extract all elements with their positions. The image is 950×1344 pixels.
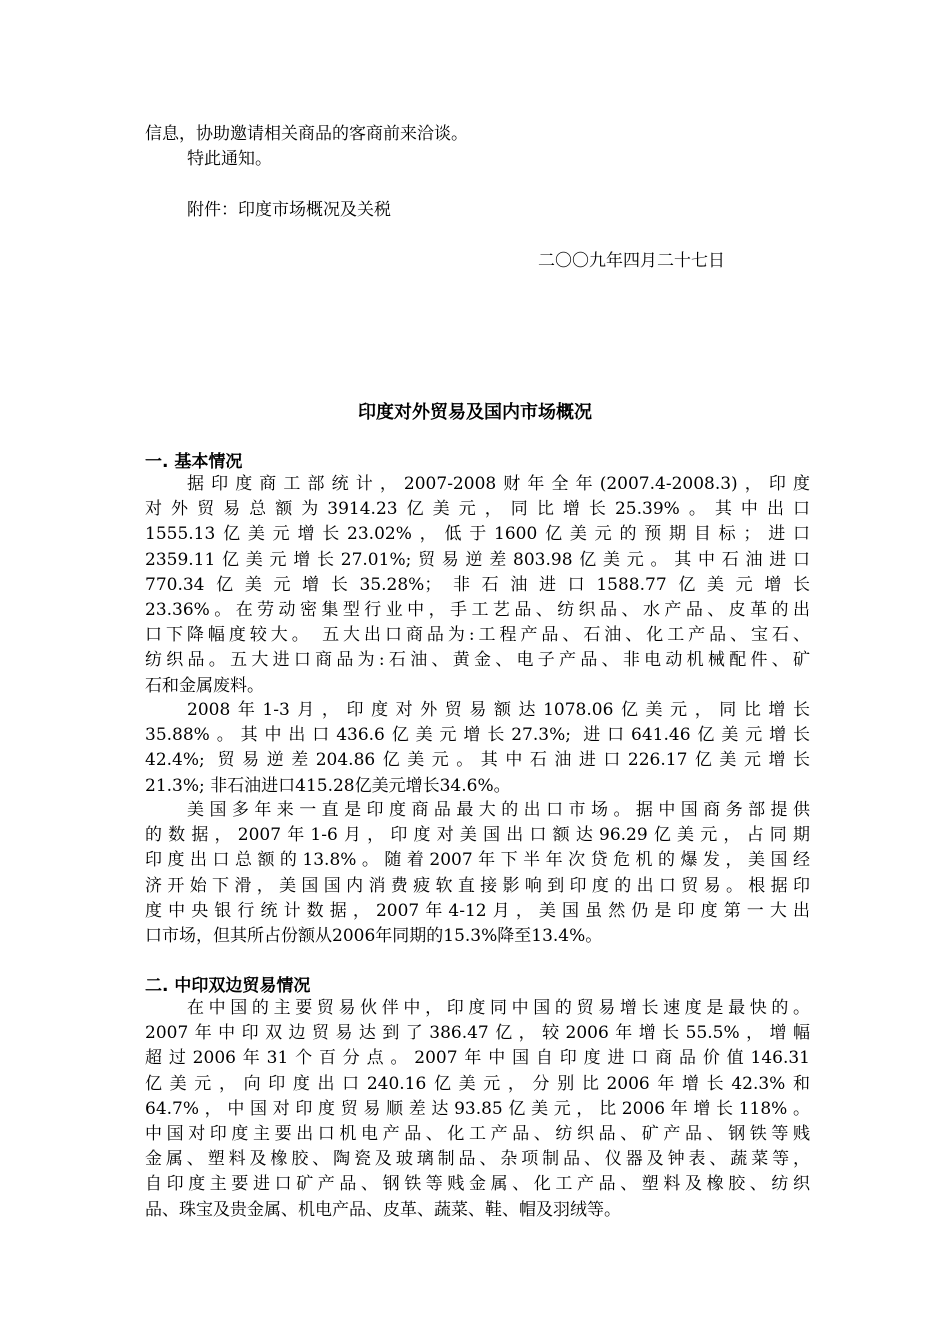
letter-body — [145, 122, 810, 172]
text-line: 21.3%; 非石油进口415.28亿美元增长34.6%。 — [145, 775, 511, 796]
letter-date: 二〇〇九年四月二十七日 — [538, 251, 725, 271]
text-line: 金属、塑料及橡胶、陶瓷及玻璃制品、杂项制品、仪器及钟表、蔬菜等， — [145, 1149, 810, 1170]
text-line: 自印度主要进口矿产品、钢铁等贱金属、化工产品、塑料及橡胶、纺织 — [145, 1174, 810, 1195]
text-line: 度中央银行统计数据，2007年4-12月，美国虽然仍是印度第一大出 — [145, 900, 810, 921]
text-line: 印度出口总额的13.8%。随着2007年下半年次贷危机的爆发，美国经 — [145, 850, 810, 871]
letter-line: 信息，协助邀请相关商品的客商前来洽谈。 — [145, 124, 468, 144]
text-line: 2359.11亿美元增长27.01%;贸易逆差803.98亿美元。其中石油进口 — [145, 549, 810, 570]
attachment-line: 附件：印度市场概况及关税 — [187, 200, 391, 220]
text-line: 在中国的主要贸易伙伴中，印度同中国的贸易增长速度是最快的。 — [187, 998, 810, 1018]
section1-paragraph-2 — [145, 698, 810, 799]
text-line: 64.7%，中国对印度贸易顺差达93.85亿美元，比2006年增长118%。 — [145, 1098, 810, 1119]
text-line: 42.4%; 贸易逆差204.86亿美元。其中石油进口226.17亿美元增长 — [145, 750, 810, 771]
notice-line: 特此通知。 — [187, 149, 272, 170]
section1-paragraph-1 — [145, 472, 810, 699]
attachment — [145, 198, 810, 223]
text-line: 品、珠宝及贵金属、机电产品、皮革、蔬菜、鞋、帽及羽绒等。 — [145, 1199, 621, 1220]
text-line: 35.88%。其中出口436.6亿美元增长27.3%; 进口641.46亿美元增长 — [145, 725, 810, 746]
section1-paragraph-3 — [145, 798, 810, 949]
text-line: 石和金属废料。 — [145, 675, 264, 696]
text-line: 据印度商工部统计，2007-2008财年全年(2007.4-2008.3)，印度 — [187, 474, 810, 494]
section-heading-2: 二. 中印双边贸易情况 — [145, 976, 311, 996]
text-line: 2007年中印双边贸易达到了386.47亿，较2006年增长55.5%，增幅 — [145, 1023, 810, 1044]
text-line: 口市场，但其所占份额从2006年同期的15.3%降至13.4%。 — [145, 925, 603, 946]
text-line: 的数据，2007年1-6月，印度对美国出口额达96.29亿美元，占同期 — [145, 825, 810, 846]
text-line: 2008年1-3月，印度对外贸易额达1078.06亿美元，同比增长 — [187, 700, 810, 720]
text-line: 23.36%。在劳动密集型行业中，手工艺品、纺织品、水产品、皮革的出 — [145, 599, 810, 620]
text-line: 亿美元，向印度出口240.16亿美元，分别比2006年增长42.3%和 — [145, 1073, 810, 1094]
text-line: 口下降幅度较大。 五大出口商品为:工程产品、石油、化工产品、宝石、 — [145, 625, 810, 646]
text-line: 中国对印度主要出口机电产品、化工产品、纺织品、矿产品、钢铁等贱 — [145, 1123, 810, 1144]
report-title: 印度对外贸易及国内市场概况 — [358, 402, 592, 423]
section2-paragraph-1 — [145, 996, 810, 1223]
text-line: 1555.13亿美元增长23.02%，低于1600亿美元的预期目标；进口 — [145, 524, 810, 545]
text-line: 超过2006年31个百分点。2007年中国自印度进口商品价值146.31 — [145, 1048, 810, 1069]
text-line: 美国多年来一直是印度商品最大的出口市场。据中国商务部提供 — [187, 800, 810, 820]
text-line: 770.34亿美元增长35.28%；非石油进口1588.77亿美元增长 — [145, 574, 810, 595]
text-line: 对外贸易总额为3914.23亿美元，同比增长25.39%。其中出口 — [145, 499, 810, 520]
section-heading-1: 一. 基本情况 — [145, 452, 243, 472]
text-line: 纺织品。五大进口商品为:石油、黄金、电子产品、非电动机械配件、矿 — [145, 650, 810, 671]
text-line: 济开始下滑，美国国内消费疲软直接影响到印度的出口贸易。根据印 — [145, 875, 810, 896]
